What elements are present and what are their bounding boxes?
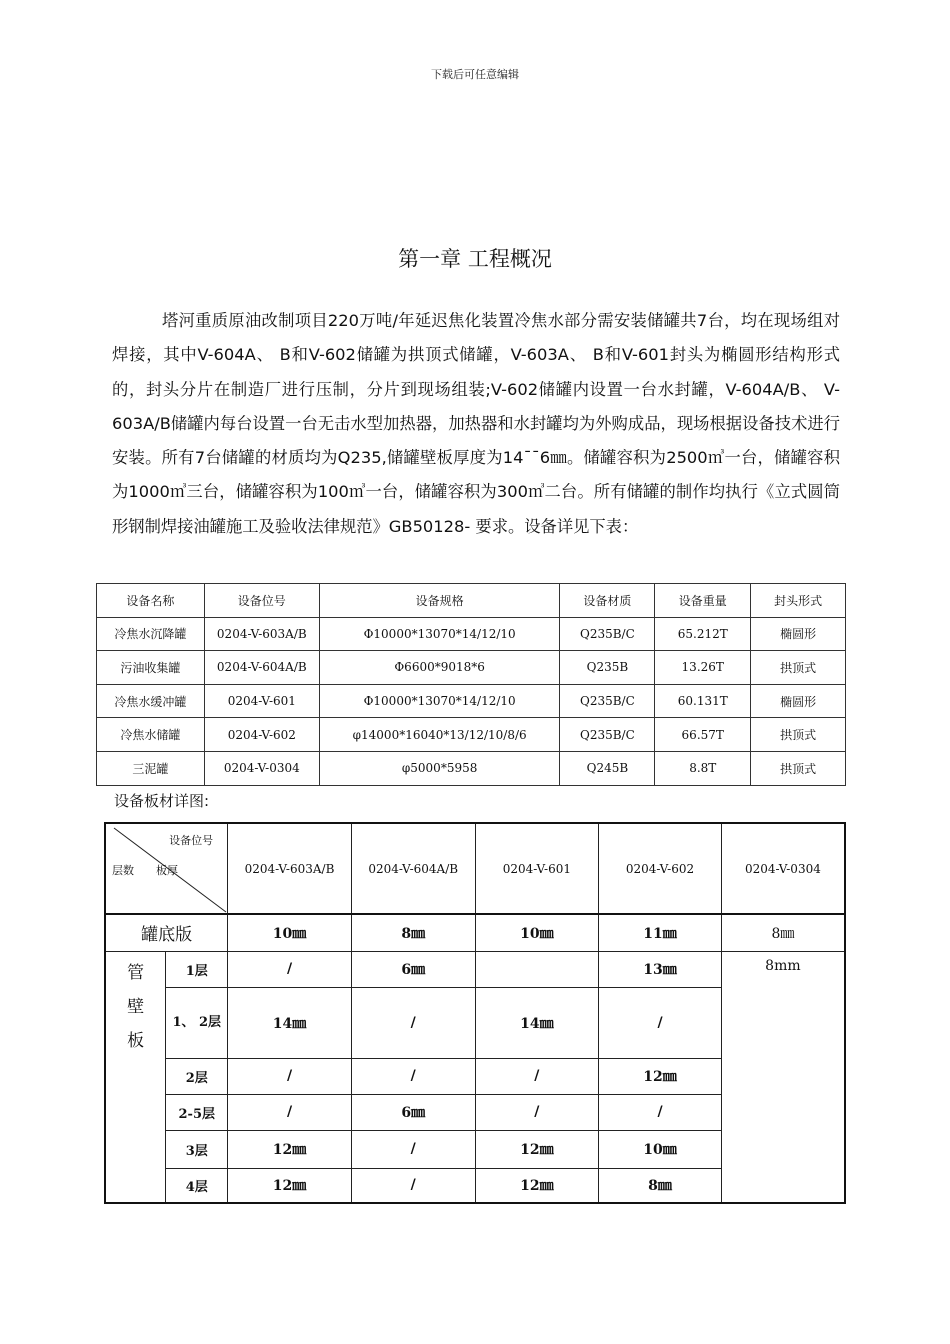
corner-label-position: 设备位号 xyxy=(169,834,214,847)
table-cell: 拱顶式 xyxy=(751,651,846,685)
table-cell: / xyxy=(351,1058,475,1094)
plate-detail-table xyxy=(104,822,846,1204)
table-cell: / xyxy=(475,1094,599,1130)
table-cell: 12㎜ xyxy=(475,1168,599,1203)
header-cell: 设备材质 xyxy=(560,584,655,618)
bottom-plate-label: 罐底版 xyxy=(105,914,228,951)
header-note: 下载后可任意编辑 xyxy=(431,68,519,81)
table-cell: 14㎜ xyxy=(475,987,599,1058)
wall-row xyxy=(105,951,845,987)
table-cell: 6㎜ xyxy=(351,951,475,987)
header-cell: 设备重量 xyxy=(655,584,751,618)
layer-label: 1、 2层 xyxy=(166,987,228,1058)
table-cell: 0204-V-603A/B xyxy=(204,617,319,651)
table-cell: 13㎜ xyxy=(599,951,722,987)
table-cell: 0204-V-604A/B xyxy=(204,651,319,685)
table-cell: / xyxy=(599,987,722,1058)
table-row xyxy=(97,651,846,685)
wall-label-char: 板 xyxy=(127,1030,145,1051)
table-cell: / xyxy=(475,1058,599,1094)
table-cell: Q235B/C xyxy=(560,718,655,752)
table-cell: Q235B/C xyxy=(560,684,655,718)
table-cell: 12㎜ xyxy=(475,1130,599,1168)
equipment-table xyxy=(96,583,846,786)
table-cell: / xyxy=(228,951,352,987)
wall-plate-label xyxy=(105,951,166,1203)
layer-label: 2层 xyxy=(166,1058,228,1094)
table-cell: Q235B/C xyxy=(560,617,655,651)
wall-last-column-cell: 8mm xyxy=(721,951,845,1203)
corner-label-thickness: 板厚 xyxy=(156,864,178,877)
column-header: 0204-V-602 xyxy=(599,823,722,914)
plate-table-caption: 设备板材详图: xyxy=(114,792,210,810)
table-cell: 12㎜ xyxy=(599,1058,722,1094)
table-cell: Φ6600*9018*6 xyxy=(319,651,560,685)
table-cell: 冷焦水沉降罐 xyxy=(97,617,205,651)
table-cell: 0204-V-602 xyxy=(204,718,319,752)
table-cell: / xyxy=(228,1058,352,1094)
table-cell: 65.212T xyxy=(655,617,751,651)
layer-label: 1层 xyxy=(166,951,228,987)
corner-label-layers: 层数 xyxy=(112,864,134,877)
table-cell: φ5000*5958 xyxy=(319,751,560,785)
table-cell: 8㎜ xyxy=(721,914,845,951)
table-cell: 椭圆形 xyxy=(751,684,846,718)
table-cell: 冷焦水储罐 xyxy=(97,718,205,752)
table-cell: 0204-V-0304 xyxy=(204,751,319,785)
layer-label: 4层 xyxy=(166,1168,228,1203)
table-cell: Q235B xyxy=(560,651,655,685)
table-cell: Φ10000*13070*14/12/10 xyxy=(319,617,560,651)
bottom-plate-row xyxy=(105,914,845,951)
table-cell: / xyxy=(351,1130,475,1168)
table-cell: 10㎜ xyxy=(228,914,352,951)
wall-label-char: 管 xyxy=(127,962,145,983)
table-cell: 污油收集罐 xyxy=(97,651,205,685)
table-cell: 13.26T xyxy=(655,651,751,685)
table-cell: 14㎜ xyxy=(228,987,352,1058)
table-cell: 12㎜ xyxy=(228,1168,352,1203)
table-cell: φ14000*16040*13/12/10/8/6 xyxy=(319,718,560,752)
table-cell: 椭圆形 xyxy=(751,617,846,651)
table-cell: / xyxy=(351,987,475,1058)
overview-paragraph: 塔河重质原油改制项目220万吨/年延迟焦化装置冷焦水部分需安装储罐共7台，均在现场组对焊接，其中V-604A、 B和V-602储罐为拱顶式储罐，V-603A、 B和V-601封头为椭圆形结构形式的，封头分片在制造厂进行压制，分片到现场组装;V-602储罐内设置一台水封罐，V-604A/B、 V-603A/B储罐内每台设置一台无击水型加热器，加热器和水封罐均为外购成品，现场根据设备技术进行安装。所有7台储罐的材质均为Q235,储罐壁板厚度为14¯¯6㎜。储罐容积为2500㎥一台，储罐容积为1000㎥三台，储罐容积为100㎥一台，储罐容积为300㎥二台。所有储罐的制作均执行《立式圆筒形钢制焊接油罐施工及验收法律规范》GB50128- 要求。设备详见下表： xyxy=(112,311,840,536)
table-cell xyxy=(475,951,599,987)
table-cell: / xyxy=(351,1168,475,1203)
header-cell: 设备规格 xyxy=(319,584,560,618)
table-row xyxy=(97,617,846,651)
table-cell: 8㎜ xyxy=(351,914,475,951)
column-header: 0204-V-604A/B xyxy=(351,823,475,914)
table-cell: 60.131T xyxy=(655,684,751,718)
table-cell: 冷焦水缓冲罐 xyxy=(97,684,205,718)
table-cell: Φ10000*13070*14/12/10 xyxy=(319,684,560,718)
table-cell: 拱顶式 xyxy=(751,718,846,752)
table-cell: 8㎜ xyxy=(599,1168,722,1203)
corner-header-cell xyxy=(105,823,228,914)
table-cell: 66.57T xyxy=(655,718,751,752)
table-cell: 6㎜ xyxy=(351,1094,475,1130)
table-cell: / xyxy=(599,1094,722,1130)
table-cell: 10㎜ xyxy=(599,1130,722,1168)
column-header: 0204-V-0304 xyxy=(721,823,845,914)
table-cell: 12㎜ xyxy=(228,1130,352,1168)
table-cell: 0204-V-601 xyxy=(204,684,319,718)
table-cell: / xyxy=(228,1094,352,1130)
table-cell: Q245B xyxy=(560,751,655,785)
wall-label-char: 壁 xyxy=(127,996,145,1017)
plate-table-header-row xyxy=(105,823,845,914)
header-cell: 设备位号 xyxy=(204,584,319,618)
table-row xyxy=(97,684,846,718)
equipment-table-header-row xyxy=(97,584,846,618)
column-header: 0204-V-601 xyxy=(475,823,599,914)
column-header: 0204-V-603A/B xyxy=(228,823,352,914)
table-row xyxy=(97,718,846,752)
header-cell: 设备名称 xyxy=(97,584,205,618)
layer-label: 3层 xyxy=(166,1130,228,1168)
chapter-title: 第一章 工程概况 xyxy=(398,247,552,271)
table-cell: 三泥罐 xyxy=(97,751,205,785)
table-cell: 拱顶式 xyxy=(751,751,846,785)
table-row xyxy=(97,751,846,785)
table-cell: 8.8T xyxy=(655,751,751,785)
layer-label: 2-5层 xyxy=(166,1094,228,1130)
header-cell: 封头形式 xyxy=(751,584,846,618)
table-cell: 11㎜ xyxy=(599,914,722,951)
table-cell: 10㎜ xyxy=(475,914,599,951)
